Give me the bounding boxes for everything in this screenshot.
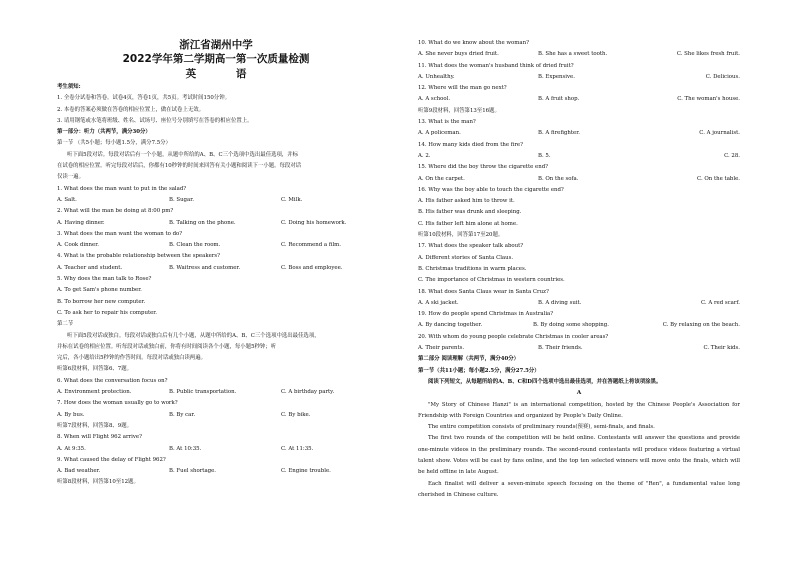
- notice-heading: 考生须知:: [57, 84, 81, 90]
- option-a: A. His father asked him to throw it.: [418, 198, 515, 205]
- option-c: C. Their kids.: [703, 345, 740, 352]
- option-b: B. His father was drunk and sleeping.: [418, 209, 522, 216]
- option-a: A. By dancing together.: [418, 322, 483, 329]
- passage-paragraph: Each finalist will deliver a seven-minute speech focusing on the theme of "Ren", a fundamental value long cherished in Chinese culture.: [418, 480, 740, 498]
- question-13: 13. What is the man?: [418, 119, 476, 126]
- part2-section1-heading: 第一节（共11小题；每小题2.5分，满分27.5分）: [418, 367, 540, 374]
- subject-title: 英 语: [185, 68, 265, 80]
- option-a: A. To get Sam's phone number.: [57, 287, 142, 294]
- option-b: B. A firefighter.: [538, 130, 580, 137]
- question-19-options: [418, 320, 740, 331]
- option-c: C. A journalist.: [699, 130, 740, 137]
- question-8: 8. When will Flight 962 arrive?: [57, 434, 142, 441]
- option-c: C. His father left him alone at home.: [418, 220, 518, 227]
- left-column: [57, 38, 375, 489]
- part1-heading: 第一部分：听力（共两节，满分30分）: [57, 129, 151, 136]
- question-18: 18. What does Santa Claus wear in Santa Cruz?: [418, 288, 549, 295]
- option-a: A. Having dinner.: [57, 219, 105, 226]
- option-a: A. On the carpet.: [418, 175, 465, 182]
- passage-note: 听第6段材料，回答第6、7题。: [57, 366, 132, 373]
- option-c: C. The woman's house.: [677, 96, 740, 103]
- question-3: 3. What does the man want the woman to do?: [57, 230, 183, 237]
- option-a: A. Unhealthy.: [418, 73, 455, 80]
- option-b: B. At 10:35.: [169, 445, 202, 452]
- option-b: B. Christmas traditions in warm places.: [418, 265, 527, 272]
- school-name: 浙江省湖州中学: [179, 39, 253, 51]
- question-8-options: [57, 444, 375, 455]
- option-c: C. By relaxing on the beach.: [662, 322, 740, 329]
- question-7: 7. How does the woman usually go to work?: [57, 400, 178, 407]
- section1-heading: 第一节 （共5小题；每小题1.5分，满分7.5分）: [57, 140, 171, 147]
- question-18-options: [418, 298, 740, 309]
- option-b: B. 5.: [538, 152, 551, 159]
- option-c: C. A red scarf.: [701, 299, 740, 306]
- question-4: 4. What is the probable relationship between the speakers?: [57, 253, 221, 260]
- question-14: 14. How many kids died from the fire?: [418, 141, 524, 148]
- question-1: 1. What does the man want to put in the salad?: [57, 185, 187, 192]
- passage-note: 听第10段材料，回答第17至20题。: [418, 232, 504, 239]
- question-4-options: [57, 263, 375, 274]
- notice-item: 3. 请用钢笔或水笔将班级、姓名、试场号、座位号分别填写在答卷的相应位置上。: [57, 117, 253, 124]
- question-2: 2. What will the man be doing at 8:00 pm?: [57, 208, 174, 215]
- option-c: C. Boss and employee.: [281, 264, 343, 271]
- question-2-options: [57, 218, 375, 229]
- question-6-options: [57, 387, 375, 398]
- passage-paragraph: The entire competition consists of preliminary rounds(预赛), semi-finals, and finals.: [428, 424, 655, 431]
- question-5: 5. Why does the man talk to Rose?: [57, 276, 152, 283]
- option-b: B. Public transportation.: [169, 389, 237, 396]
- option-b: B. Talking on the phone.: [169, 219, 236, 226]
- question-13-options: [418, 128, 740, 139]
- question-9: 9. What caused the delay of Flight 962?: [57, 456, 166, 463]
- passage-label: A: [576, 390, 582, 397]
- option-c: C. At 11:35.: [281, 445, 314, 452]
- question-9-options: [57, 466, 375, 477]
- question-6: 6. What does the conversation focus on?: [57, 377, 168, 384]
- option-a: A. Teacher and student.: [57, 264, 123, 271]
- passage-note: 听第7段材料，回答第8、9题。: [57, 422, 132, 429]
- option-c: C. Doing his homework.: [281, 219, 347, 226]
- notice-item: 2. 本卷的答案必须做在答卷的相应位置上，做在试卷上无效。: [57, 106, 205, 113]
- option-c: C. Milk.: [281, 196, 303, 203]
- option-b: B. A fruit shop.: [538, 96, 580, 103]
- notice-item: 1. 全卷分试卷和答卷。试卷4页，答卷1页，共5页。考试时间150分钟。: [57, 95, 230, 102]
- option-b: B. Expensive.: [538, 73, 575, 80]
- option-c: C. 28.: [724, 152, 740, 159]
- option-c: C. To ask her to repair his computer.: [57, 309, 158, 316]
- question-11: 11. What does the woman's husband think of dried fruit?: [418, 62, 574, 69]
- section2-heading: 第二节: [57, 321, 74, 328]
- option-c: C. Engine trouble.: [281, 468, 331, 475]
- passage-note: 听第9段材料，回答第13至16题。: [418, 107, 500, 114]
- question-14-options: [418, 151, 740, 162]
- passage-paragraph: "My Story of Chinese Hanzi" is an international competition, hosted by the Chinese People's Association for Friendship with Foreign Countries and organized by People's Daily Online.: [418, 401, 740, 419]
- question-10-options: [418, 49, 740, 60]
- option-c: C. A birthday party.: [281, 389, 335, 396]
- option-b: B. By car.: [169, 411, 196, 418]
- option-b: B. She has a sweet tooth.: [538, 51, 608, 58]
- section2-instructions: 完后，各小题给出5秒钟的作答时间。每段对话或独白读两遍。: [57, 355, 206, 362]
- section1-instructions: 听下面5段对话。每段对话后有一个小题，从题中所给的A、B、C三个选项中选出最佳选项，并标: [67, 151, 299, 158]
- part2-instructions: 阅读下列短文，从每题所给的A、B、C和D四个选项中选出最佳选项，并在答题纸上将该项涂黑。: [428, 378, 662, 385]
- option-b: B. Clean the room.: [169, 242, 221, 249]
- option-b: B. Their friends.: [538, 345, 583, 352]
- question-1-options: [57, 195, 375, 206]
- passage-note: 听第8段材料，回答第10至12题。: [57, 479, 139, 486]
- question-16: 16. Why was the boy able to touch the cigarette end?: [418, 186, 564, 193]
- question-20-options: [418, 343, 740, 354]
- option-a: A. By bus.: [57, 411, 85, 418]
- option-c: C. The importance of Christmas in western countries.: [418, 277, 565, 284]
- question-12: 12. Where will the man go next?: [418, 85, 507, 92]
- section2-instructions: 并标在试卷的相应位置。听每段对话或独白前，你将有时间阅读各个小题，每小题5秒钟；听: [57, 343, 277, 350]
- option-c: C. By bike.: [281, 411, 311, 418]
- part2-heading: 第二部分 阅读理解（共两节，满分40分）: [418, 356, 520, 363]
- option-a: A. Their parents.: [418, 345, 465, 352]
- option-b: B. To borrow her new computer.: [57, 298, 146, 305]
- option-a: A. A policeman.: [418, 130, 461, 137]
- question-15-options: [418, 174, 740, 185]
- option-c: C. Recommend a film.: [281, 242, 341, 249]
- section1-instructions: 仅读一遍。: [57, 174, 84, 181]
- section1-instructions: 在试卷的相应位置。听完每段对话后，你都有10秒钟的时间来回答有关小题和阅读下一小题。每段对话: [57, 163, 302, 170]
- option-a: A. Cook dinner.: [57, 242, 99, 249]
- option-b: B. Sugar.: [169, 196, 194, 203]
- section2-instructions: 听下面5段对话或独白。每段对话或独白后有几个小题，从题中所给的A、B、C三个选项中选出最佳选项，: [67, 332, 320, 339]
- option-a: A. Salt.: [57, 196, 77, 203]
- option-a: A. She never buys dried fruit.: [418, 51, 499, 58]
- question-7-options: [57, 410, 375, 421]
- question-11-options: [418, 72, 740, 83]
- question-20: 20. With whom do young people celebrate Christmas in cooler areas?: [418, 333, 609, 340]
- option-a: A. Different stories of Santa Claus.: [418, 254, 514, 261]
- option-b: B. On the sofa.: [538, 175, 579, 182]
- question-3-options: [57, 240, 375, 251]
- option-a: A. A school.: [418, 96, 451, 103]
- option-b: B. Fuel shortage.: [169, 468, 217, 475]
- question-10: 10. What do we know about the woman?: [418, 40, 529, 46]
- option-b: B. By doing some shopping.: [533, 322, 609, 329]
- option-b: B. A diving suit.: [538, 299, 582, 306]
- exam-title: 2022学年第二学期高一第一次质量检测: [122, 53, 310, 65]
- option-c: C. Delicious.: [705, 73, 740, 80]
- option-a: A. Bad weather.: [57, 468, 101, 475]
- right-column: [418, 38, 740, 501]
- passage-paragraph: The first two rounds of the competition will be held online. Contestants will answer the questions and provide one-minute videos in the preliminary rounds. The second-round contestants will produce videos featuring a virtual talent show. Votes will be cast by fans online, and the top ten selected winners will move onto the finals, which will be held offline in late August.: [418, 435, 740, 476]
- question-19: 19. How do people spend Christmas in Australia?: [418, 311, 554, 318]
- option-a: A. 2.: [418, 152, 431, 159]
- option-b: B. Waitress and customer.: [169, 264, 241, 271]
- question-17: 17. What does the speaker talk about?: [418, 243, 524, 250]
- option-c: C. On the table.: [697, 175, 740, 182]
- question-15: 15. Where did the boy throw the cigarette end?: [418, 164, 549, 171]
- option-c: C. She likes fresh fruit.: [676, 51, 740, 58]
- option-a: A. At 9:35.: [57, 445, 86, 452]
- question-12-options: [418, 94, 740, 105]
- option-a: A. Environment protection.: [57, 389, 132, 396]
- option-a: A. A ski jacket.: [418, 299, 459, 306]
